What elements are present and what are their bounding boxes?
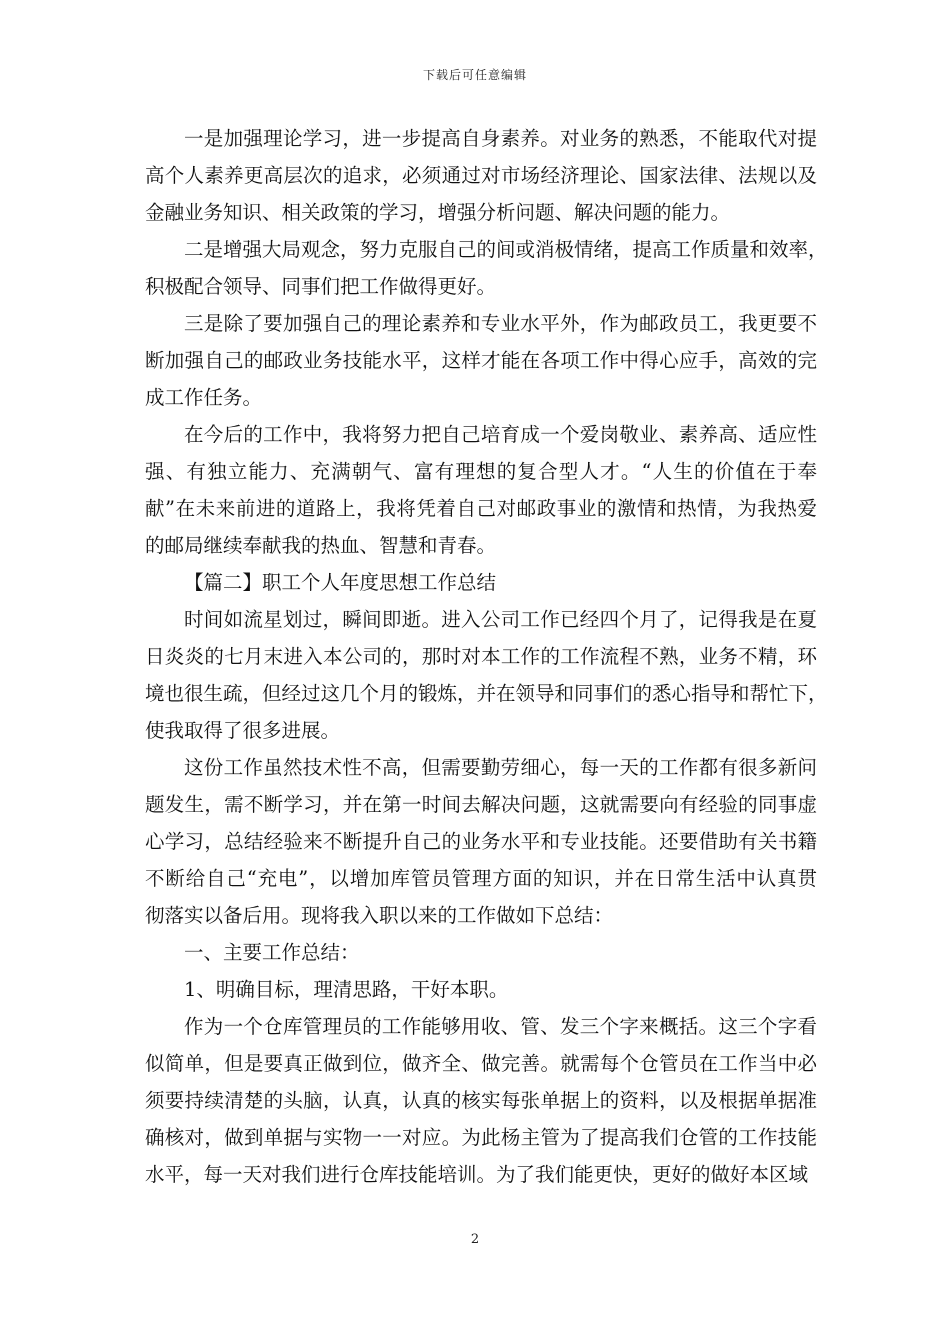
paragraph-text	[145, 120, 817, 231]
document-body	[145, 120, 828, 1193]
paragraph-text	[145, 305, 817, 416]
page-number: 2	[470, 1232, 480, 1247]
paragraph-6	[145, 749, 817, 934]
text-line: 题发生，需不断学习，并在第一时间去解决问题，这就需要向有经验的同事虚	[145, 793, 817, 816]
text-line: 献”在未来前进的道路上，我将凭着自己对邮政事业的激情和热情，为我热爱	[145, 497, 817, 520]
text-line: 积极配合领导、同事们把工作做得更好。	[145, 275, 497, 298]
text-line: 彻落实以备后用。现将我入职以来的工作做如下总结：	[145, 904, 614, 927]
page-header: 下载后可任意编辑	[422, 68, 527, 82]
text-line: 须要持续清楚的头脑，认真，认真的核实每张单据上的资料，以及根据单据准	[145, 1089, 817, 1112]
text-line: 二是增强大局观念，努力克服自己的间或消极情绪，提高工作质量和效率，	[184, 238, 828, 261]
text-line: 确核对，做到单据与实物一一对应。为此杨主管为了提高我们仓管的工作技能	[145, 1126, 817, 1149]
text-line: 高个人素养更高层次的追求，必须通过对市场经济理论、国家法律、法规以及	[145, 164, 817, 187]
paragraph-1	[145, 120, 817, 231]
text-line: 使我取得了很多进展。	[145, 719, 341, 742]
text-line: 这份工作虽然技术性不高，但需要勤劳细心，每一天的工作都有很多新问	[184, 756, 817, 779]
paragraph-7	[145, 1008, 817, 1193]
paragraph-text	[145, 1008, 817, 1193]
text-line: 金融业务知识、相关政策的学习，增强分析问题、解决问题的能力。	[145, 201, 731, 224]
paragraph-3	[145, 305, 817, 416]
text-line: 的邮局继续奉献我的热血、智慧和青春。	[145, 534, 497, 557]
text-line: 一是加强理论学习，进一步提高自身素养。对业务的熟悉，不能取代对提	[184, 127, 817, 150]
text-line: 似简单，但是要真正做到位，做齐全、做完善。就需每个仓管员在工作当中必	[145, 1052, 817, 1075]
text-line: 日炎炎的七月末进入本公司的，那时对本工作的工作流程不熟，业务不精，环	[145, 645, 817, 668]
paragraph-text	[145, 601, 828, 749]
text-line: 成工作任务。	[145, 386, 263, 409]
list-item-heading: 1、明确目标，理清思路，干好本职。	[184, 978, 509, 1001]
section-heading: 【篇二】职工个人年度思想工作总结	[184, 571, 497, 594]
text-line: 不断给自己“充电”，以增加库管员管理方面的知识，并在日常生活中认真贯	[145, 867, 817, 890]
paragraph-text	[145, 231, 828, 305]
text-line: 强、有独立能力、充满朝气、富有理想的复合型人才。“人生的价值在于奉	[145, 460, 817, 483]
text-line: 断加强自己的邮政业务技能水平，这样才能在各项工作中得心应手，高效的完	[145, 349, 817, 372]
text-line: 境也很生疏，但经过这几个月的锻炼，并在领导和同事们的悉心指导和帮忙下，	[145, 682, 828, 705]
text-line: 作为一个仓库管理员的工作能够用收、管、发三个字来概括。这三个字看	[184, 1015, 817, 1038]
subsection-heading: 一、主要工作总结：	[184, 941, 360, 964]
paragraph-text	[145, 416, 817, 564]
paragraph-text	[145, 749, 817, 934]
paragraph-2	[145, 231, 828, 305]
text-line: 三是除了要加强自己的理论素养和专业水平外，作为邮政员工，我更要不	[184, 312, 817, 335]
text-line: 水平，每一天对我们进行仓库技能培训。为了我们能更快，更好的做好本区域	[145, 1163, 809, 1186]
paragraph-5	[145, 601, 828, 749]
paragraph-4	[145, 416, 817, 564]
text-line: 时间如流星划过，瞬间即逝。进入公司工作已经四个月了，记得我是在夏	[184, 608, 817, 631]
text-line: 在今后的工作中，我将努力把自己培育成一个爱岗敬业、素养高、适应性	[184, 423, 817, 446]
text-line: 心学习，总结经验来不断提升自己的业务水平和专业技能。还要借助有关书籍	[145, 830, 817, 853]
